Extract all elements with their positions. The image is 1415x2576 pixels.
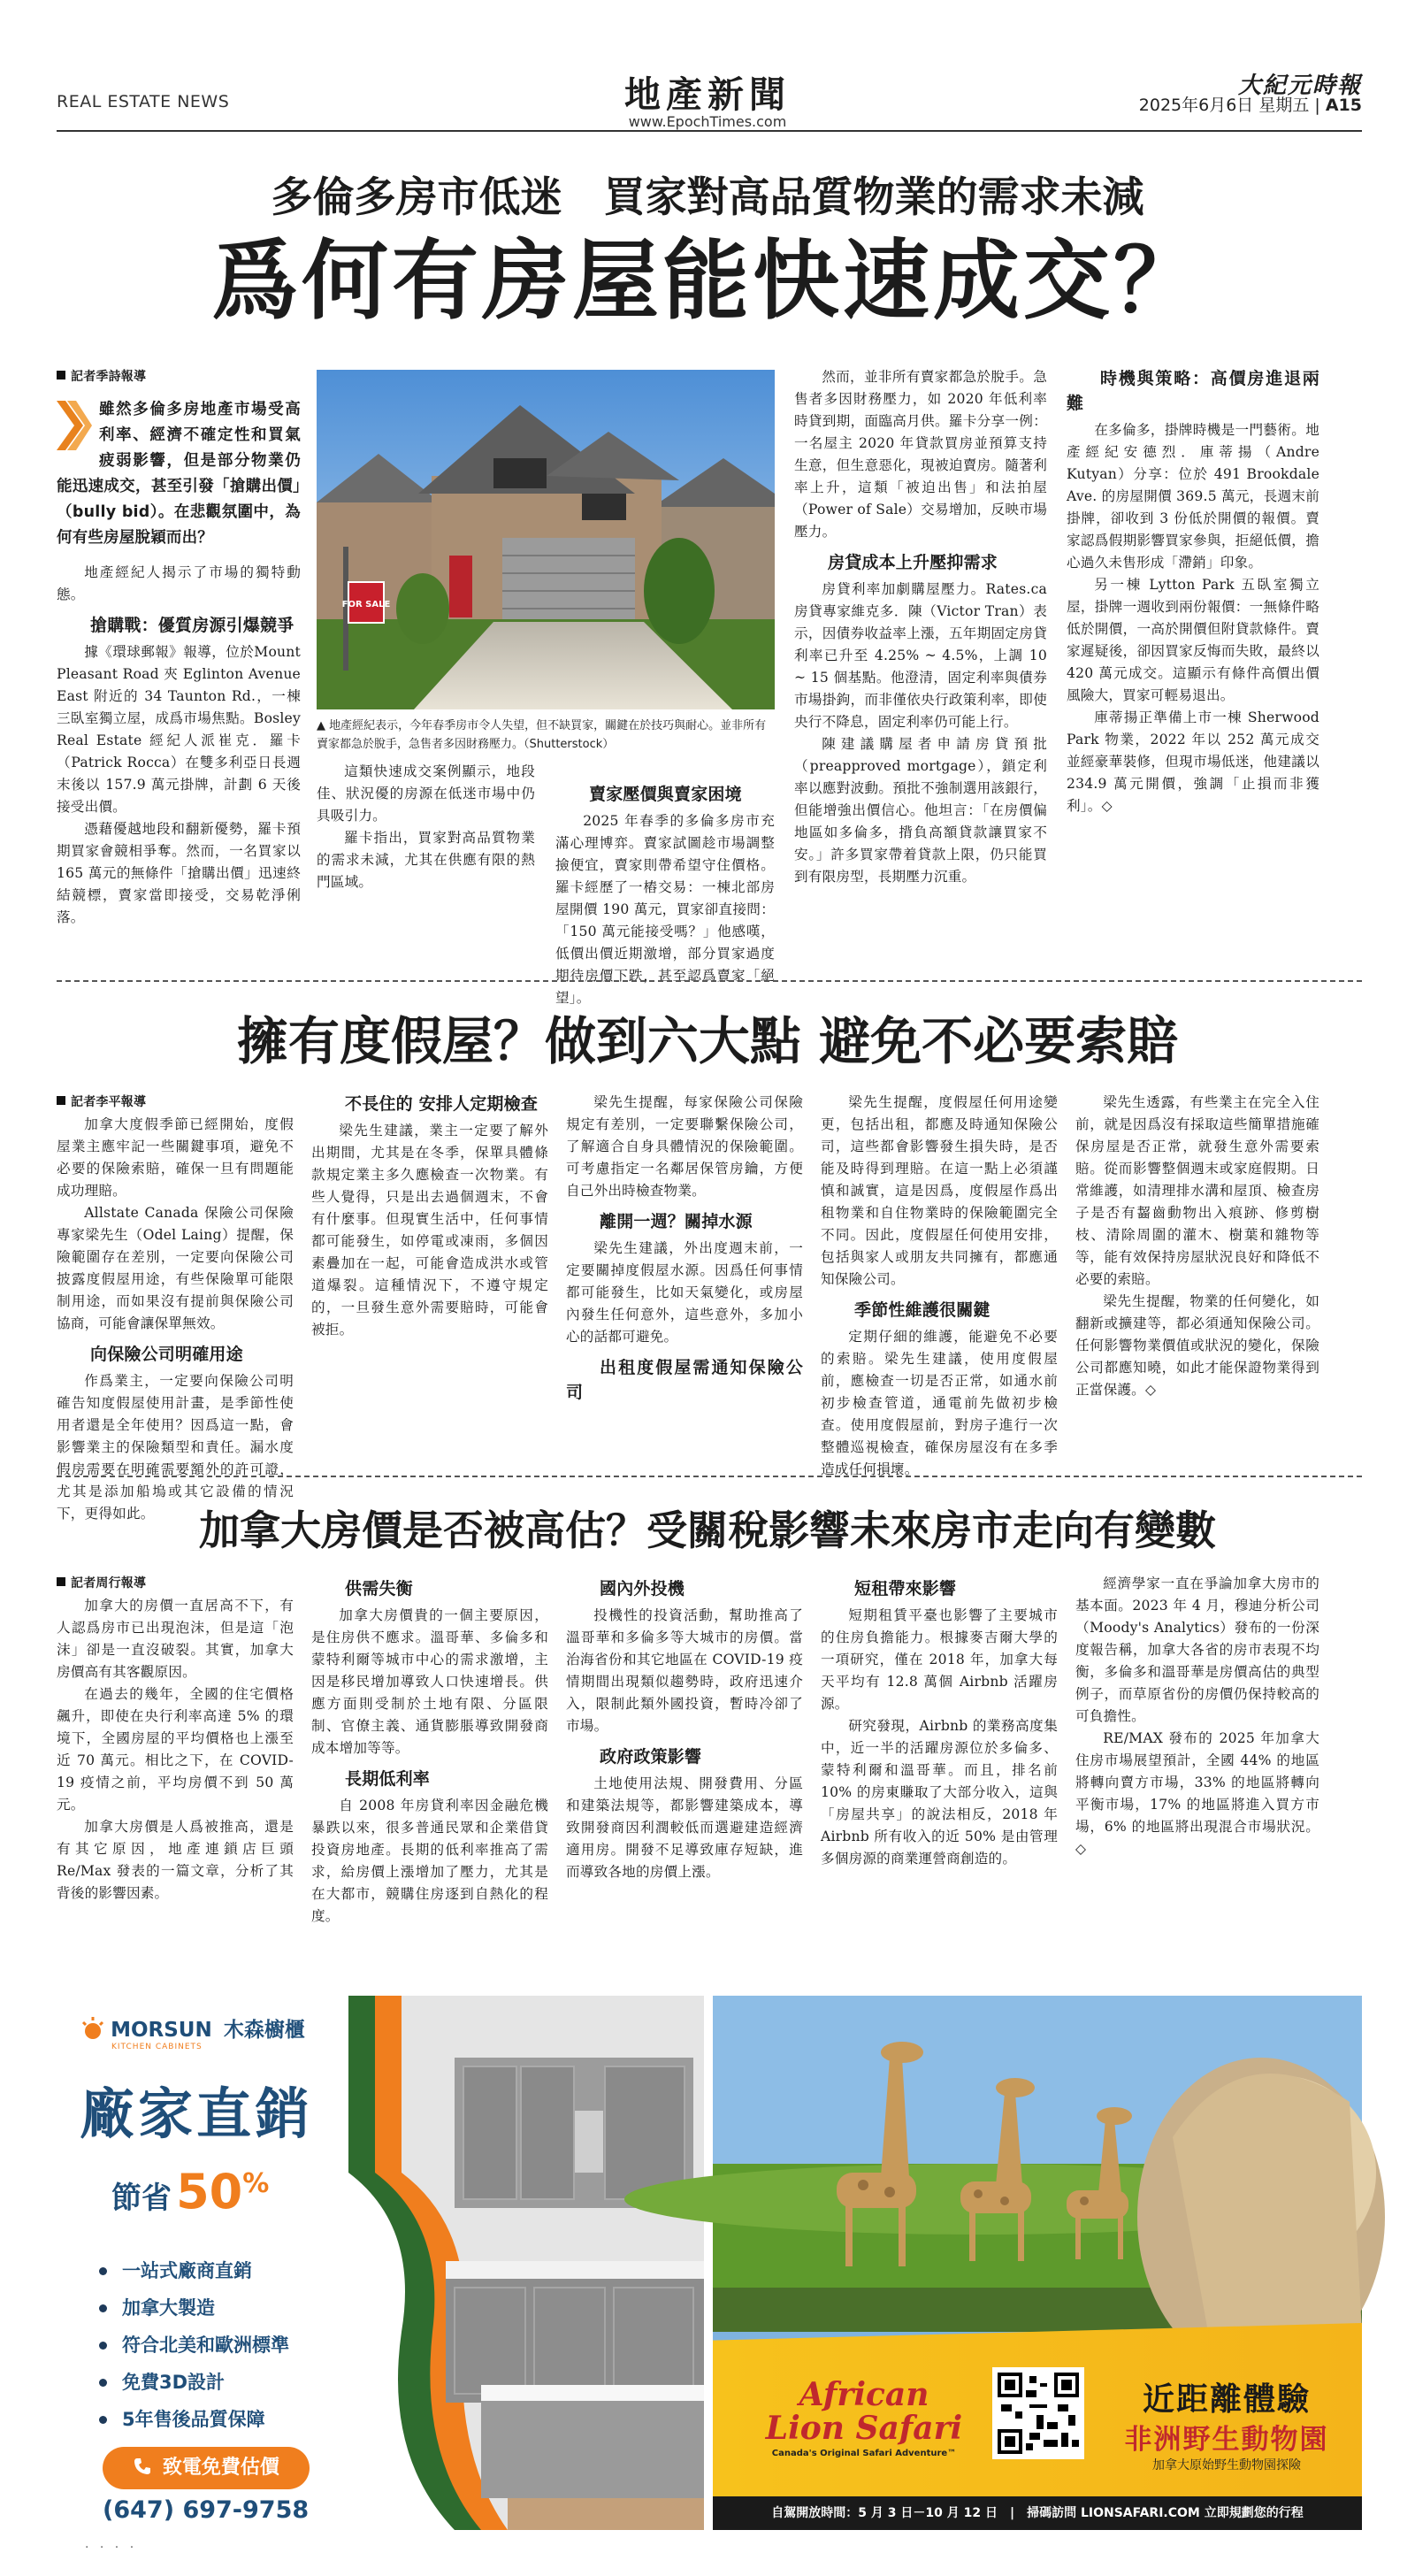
article1-p6: 2025 年春季的多倫多房市充滿心理博弈。賣家試圖趁市場調整撿便宜，賣家則帶希望守住價格。羅卡經歷了一樁交易：一棟北部房屋開價 190 萬元，買家卻直接問：「150 萬元能接受嗎？」他感嘆，低價出價近期激增，部分買家過度期待房價下跌，甚至認爲賣家「絕望」。 bbox=[555, 813, 775, 1006]
lion-safari-logo bbox=[753, 2378, 975, 2458]
article3-column-5 bbox=[1075, 1573, 1319, 1980]
lion-safari-logo-line1: African bbox=[799, 2376, 929, 2413]
article2-p9: 梁先生透露，有些業主在完全入住前，就是因爲沒有採取這些簡單措施確保房屋是否正常，就發生意外需要索賠。從而影響整個週末或家庭假期。日常維護，如清理排水溝和屋頂、檢查房子是否有齧齒動物出入痕跡、修剪樹枝、清除周圍的灌木、樹葉和雜物等等，能有效保持房屋狀況良好和降低不必要的索賠。 bbox=[1075, 1094, 1319, 1287]
article1-photo-caption: ▲ 地產經紀表示，今年春季房市令人失望，但不缺買家，關鍵在於技巧與耐心。並非所有賣家都急於脫手，急售者多因財務壓力。（Shutterstock） bbox=[317, 719, 767, 751]
article2-sub5: 季節性維護很關鍵 bbox=[854, 1300, 990, 1320]
ad-lion-safari-photo bbox=[713, 1996, 1362, 2332]
article3-column-2 bbox=[311, 1573, 548, 1980]
qr-code-icon[interactable] bbox=[992, 2367, 1084, 2459]
for-sale-sign: FOR SALE bbox=[341, 600, 391, 610]
ad-morsun-savings bbox=[111, 2164, 269, 2220]
ad-morsun-title: 廠家直銷 bbox=[80, 2082, 314, 2146]
page-number: A15 bbox=[1325, 96, 1362, 115]
article1-column-1 bbox=[57, 366, 301, 966]
article2-p6: 梁先生建議，外出度週末前，一定要關掉度假屋水源。因爲任何事情都可能發生，比如天氣變化，或房屋內發生任何意外，這些意外，多加小心的話都可避免。 bbox=[566, 1240, 803, 1345]
article2-column-1 bbox=[57, 1092, 294, 1522]
article1-column-5 bbox=[1067, 366, 1319, 966]
article2-headline: 擁有度假屋？做到六大點 避免不必要索賠 bbox=[236, 1011, 1179, 1071]
article1-sub1: 搶購戰：優質房源引爆競爭 bbox=[90, 616, 294, 635]
divider-2 bbox=[57, 1476, 1362, 1477]
article3-sub2: 長期低利率 bbox=[345, 1769, 431, 1789]
article1-p9: 陳建議購屋者申請房貸預批（preapproved mortgage），鎖定利率以應對波動。預批不強制選用該銀行，但能增強出價信心。他坦言：「在房價偏地區如多倫多，揹負高額貸款讓買家不安。」許多買家帶着貸款上限，仍只能買到有限房型，長期壓力沉重。 bbox=[794, 736, 1047, 885]
article2-p4: 梁先生建議，業主一定要了解外出期間，尤其是在冬季，保單具體條款規定業主多久應檢查一次物業。有些人覺得，只是出去過個週末，不會有什麼事。但現實生活中，任何事情都可能發生，如停電或凍雨，多個因素疊加在一起，可能會造成洪水或管道爆裂。這種情況下，不遵守規定的，一旦發生意外需要賠時，可能會被拒。 bbox=[311, 1123, 548, 1338]
article3-p11: RE/MAX 發布的 2025 年加拿大住房市場展望預計，全國 44% 的地區將轉向賣方市場，33% 的地區將轉向平衡市場，17% 的地區將進入買方市場，6% 的地區將出現混合市場狀況。◇ bbox=[1075, 1730, 1319, 1857]
article3-p8: 短期租賃平臺也影響了主要城市的住房負擔能力。根據麥吉爾大學的一項研究，僅在 2018 年，加拿大每天平均有 12.8 萬個 Airbnb 活躍房源。 bbox=[821, 1607, 1058, 1712]
article3-sub1: 供需失衡 bbox=[345, 1579, 413, 1598]
article2-p3: 作爲業主，一定要向保險公司明確告知度假屋使用計畫，是季節性使用者還是全年使用？因爲這一點，會影響業主的保險類型和責任。漏水度假房需要在明確需要額外的許可證，尤其是添加船塢或其它設備的情況下，更得如此。 bbox=[57, 1373, 294, 1522]
section-label-en: REAL ESTATE NEWS bbox=[57, 92, 230, 111]
issue-date: 2025年6月6日 星期五 bbox=[1138, 96, 1310, 115]
article1-sub4: 時機與策略：高價房進退兩難 bbox=[1067, 369, 1319, 413]
lion-safari-subtitle: 非洲野生動物園 bbox=[1124, 2424, 1329, 2456]
article1-column-2 bbox=[317, 761, 535, 966]
ad-morsun-kitchen-photo bbox=[348, 1996, 704, 2530]
article1-p11: 另一棟 Lytton Park 五臥室獨立屋，掛牌一週收到兩份報價：一無條件略低於開價，一高於開價但附貸款條件。賣家遲疑後，卻因買家反悔而失敗，最終以 420 萬元成交。這顯示有條件高價出價風險大，買家可輕易退出。 bbox=[1067, 577, 1319, 703]
article3-column-1 bbox=[57, 1573, 294, 1980]
phone-icon bbox=[133, 2450, 152, 2469]
article1-p1: 地產經紀人揭示了市場的獨特動態。 bbox=[57, 564, 301, 602]
lead-arrow-icon bbox=[57, 401, 92, 450]
page-divider: | bbox=[1314, 96, 1326, 115]
lion-safari-logo-line2: Lion Safari bbox=[765, 2410, 963, 2447]
ad-morsun-features bbox=[92, 2252, 357, 2438]
article3-p1: 加拿大的房價一直居高不下，有人認爲房市已出現泡沫，但是這「泡沫」卻是一直沒破裂。其實，加拿大房價高有其客觀原因。 bbox=[57, 1598, 294, 1680]
article3-p3: 加拿大房價是人爲被推高，還是有其它原因，地產連鎖店巨頭 Re/Max 發表的一篇文章，分析了其背後的影響因素。 bbox=[57, 1819, 294, 1901]
feature-item: 一站式廠商直銷 bbox=[92, 2252, 357, 2289]
lion-safari-title: 近距離體驗 bbox=[1142, 2381, 1311, 2418]
issue-date-page bbox=[1044, 92, 1362, 116]
article2-sub1: 向保險公司明確用途 bbox=[90, 1345, 243, 1364]
lion-safari-footer[interactable]: 自駕開放時間：5 月 3 日－10 月 12 日 | 掃碼訪問 LIONSAFARI.COM 立即規劃您的行程 bbox=[713, 2496, 1362, 2530]
article2-sub4: 出租度假屋需通知保險公司 bbox=[566, 1358, 803, 1402]
article1-headline: 爲何有房屋能快速成交？ bbox=[210, 230, 1204, 332]
feature-item: 5年售後品質保障 bbox=[92, 2401, 357, 2438]
article2-p5: 梁先生提醒，每家保險公司保險規定有差別，一定要聯繫保險公司，了解適合自身具體情況的保險範圍。可考慮指定一名鄰居保管房鑰，方便自己外出時檢查物業。 bbox=[566, 1094, 803, 1199]
article1-sub3: 房貸成本上升壓抑需求 bbox=[828, 553, 998, 572]
article1-photo bbox=[317, 370, 775, 709]
article2-p1: 加拿大度假季節已經開始，度假屋業主應牢記一些關鍵事項，避免不必要的保險索賠，確保一旦有問題能成功理賠。 bbox=[57, 1116, 294, 1199]
article1-column-4 bbox=[794, 366, 1047, 966]
article2-p8: 定期仔細的維護，能避免不必要的索賠。梁先生建議，使用度假屋前，應檢查一切是否正常，如通水前初步檢查管道，通電前先做初步檢查。使用度假屋前，對房子進行一次整體巡視檢查，確保房屋沒有在多季造成任何損壞。 bbox=[821, 1329, 1058, 1477]
ad-lion-safari[interactable] bbox=[713, 1996, 1362, 2530]
article1-p7: 然而，並非所有賣家都急於脫手。急售者多因財務壓力，如 2020 年低利率時貸到期，面臨高月供。羅卡分享一例：一名屋主 2020 年貸款買房並預算支持生意，但生意惡化，現被迫賣房。隨著利率上升，這類「被迫出售」和法拍屋（Power of Sale）交易增加，反映市場壓力。 bbox=[794, 369, 1047, 540]
article1-p5: 羅卡指出，買家對高品質物業的需求未減，尤其在供應有限的熱門區域。 bbox=[317, 830, 535, 890]
article1-p10: 在多倫多，掛牌時機是一門藝術。地產經紀安德烈．庫蒂揚（Andre Kutyan）分享：位於 491 Brookdale Ave. 的房屋開價 369.5 萬元，長週末前掛牌，卻收到 3 份低於開價的報價。賣家認爲假期影響買家參與，拒絕低價，擔心過久未售形成「滯銷」印象。 bbox=[1067, 422, 1319, 571]
section-title: 地產新聞 bbox=[624, 73, 791, 116]
ad-morsun-brand bbox=[80, 2013, 371, 2051]
article1-p4: 這類快速成交案例顯示，地段佳、狀況優的房源在低迷市場中仍具吸引力。 bbox=[317, 763, 535, 824]
morsun-brand-name: MORSUN bbox=[111, 2019, 212, 2042]
article3-p5: 自 2008 年房貸利率因金融危機暴跌以來，很多普通民眾和企業借貸投資房地產。長期的低利率推高了需求，給房價上漲增加了壓力，尤其是在大都市，競購住房逐到自熱化的程度。 bbox=[311, 1798, 548, 1924]
article1-byline: 記者季詩報導 bbox=[57, 366, 301, 388]
ad-morsun-phone[interactable]: (647) 697-9758 bbox=[103, 2496, 310, 2524]
article2-column-2 bbox=[311, 1092, 548, 1463]
morsun-logo-icon bbox=[80, 2015, 106, 2042]
newspaper-logo: 大紀元時報 bbox=[1237, 73, 1362, 99]
article1-p2: 據《環球郵報》報導，位於Mount Pleasant Road 夾 Eglinton Avenue East 附近的 34 Taunton Rd.，一棟三臥室獨立屋，成爲市場焦點。Bosley Real Estate 經紀人派崔克．羅卡（Patrick Rocca）在雙多利亞日長週末後以 157.9 萬元掛牌，計劃 6 天後接受出價。 bbox=[57, 644, 301, 815]
header-rule bbox=[57, 130, 1362, 132]
article3-p7: 土地使用法規、開發費用、分區和建築法規等，都影響建築成本，導致開發商因利潤較低而選避建造經濟適用房。開發不足導致庫存短缺，進而導致各地的房價上漲。 bbox=[566, 1775, 803, 1880]
article1-p12: 庫蒂揚正準備上市一棟 Sherwood Park 物業，2022 年以 252 萬元成交並經豪華裝修，但現市場低迷，他建議以 234.9 萬元開價，強調「止損而非獲利」。◇ bbox=[1067, 709, 1319, 814]
article1-p3: 憑藉優越地段和翻新優勢，羅卡預期買家會競相爭奪。然而，一名買家以 165 萬元的無條件「搶購出價」迅速終結競標，賣家當即接受，交易乾淨俐落。 bbox=[57, 821, 301, 925]
lion-safari-logo-tag: Canada's Original Safari Adventure™ bbox=[771, 2449, 957, 2458]
article1-column-3 bbox=[555, 782, 775, 1006]
article2-p2: Allstate Canada 保險公司保險專家梁先生（Odel Laing）提醒，保險範圍存在差別，一定要向保險公司披露度假屋用途，有些保險單可能限制用途，而如果沒有提前與保險公司協商，可能會讓保單無效。 bbox=[57, 1205, 294, 1331]
article3-column-4 bbox=[821, 1573, 1058, 1980]
divider-1 bbox=[57, 980, 1362, 982]
ad-morsun[interactable] bbox=[57, 1996, 704, 2530]
article1-p8: 房貸利率加劇購屋壓力。Rates.ca 房貸專家維克多．陳（Victor Tran）表示，因債券收益率上漲，五年期固定房貸利率已升至 4.25% ~ 4.5%，上調 10 ~ 15 個基點。他澄清，固定利率與債券市場掛鉤，而非僅依央行政策利率，即使央行不降息，固定利率仍可能上行。 bbox=[794, 581, 1047, 730]
savings-sign: % bbox=[242, 2168, 270, 2199]
morsun-brand-zh: 木森櫥櫃 bbox=[223, 2019, 305, 2042]
article2-column-5 bbox=[1075, 1092, 1319, 1463]
article1-lead: 雖然多倫多房地產市場受高利率、經濟不確定性和買氣疲弱影響，但是部分物業仍能迅速成交，甚至引發「搶購出價」（bully bid）。在悲觀氛圍中，為何有些房屋脫穎而出？ bbox=[57, 401, 301, 547]
article2-sub3: 離開一週？關掉水源 bbox=[600, 1212, 753, 1231]
article3-column-3 bbox=[566, 1573, 803, 1980]
article3-p4: 加拿大房價貴的一個主要原因，是住房供不應求。溫哥華、多倫多和蒙特利爾等城市中心的需求激增，主因是移民增加導致人口快速增長。供應方面則受制於土地有限、分區限制、官僚主義、通貨膨脹導致開發商成本增加等等。 bbox=[311, 1607, 548, 1756]
feature-item: 符合北美和歐洲標準 bbox=[92, 2327, 357, 2364]
article3-p6: 投機性的投資活動，幫助推高了溫哥華和多倫多等大城市的房價。當治海省份和其它地區在 COVID-19 疫情期間出現類似趨勢時，政府迅速介入，限制此類外國投資，暫時冷卻了市場。 bbox=[566, 1607, 803, 1734]
savings-label: 節省 bbox=[111, 2181, 172, 2216]
article1-sub2: 賣家壓價與賣家困境 bbox=[589, 785, 742, 804]
article2-p10: 梁先生提醒，物業的任何變化，如翻新或擴建等，都必須通知保險公司。任何影響物業價值或狀況的變化，保險公司都應知曉，如此才能保證物業得到正當保護。◇ bbox=[1075, 1293, 1319, 1398]
cta-label: 致電免費估價 bbox=[162, 2457, 279, 2479]
article1-kicker: 多倫多房市低迷 買家對高品質物業的需求未減 bbox=[271, 173, 1144, 222]
article2-p7: 梁先生提醒，度假屋任何用途變更，包括出租，都應及時通知保險公司，這些都會影響發生損失時，是否能及時得到理賠。在這一點上必須謹慎和誠實，這是因爲，度假屋作爲出租物業和自住物業時的保險範圍完全不同。因此，度假屋任何使用安排，包括與家人或朋友共同擁有，都應通知保險公司。 bbox=[821, 1094, 1058, 1287]
ad-morsun-cta-button[interactable] bbox=[103, 2447, 310, 2489]
feature-item: 加拿大製造 bbox=[92, 2289, 357, 2327]
website-url[interactable]: www.EpochTimes.com bbox=[628, 113, 787, 130]
article3-sub5: 短租帶來影響 bbox=[854, 1579, 957, 1598]
article3-p2: 在過去的幾年，全國的住宅價格飆升，即使在央行利率高達 5% 的環境下，全國房屋的平均價格也上漲至近 70 萬元。相比之下，在 COVID-19 疫情之前，平均房價不到 50 萬元。 bbox=[57, 1686, 294, 1813]
article2-sub2: 不長住的 安排人定期檢查 bbox=[345, 1094, 539, 1114]
morsun-brand-sub: KITCHEN CABINETS bbox=[111, 2043, 203, 2051]
savings-percent: 50 bbox=[176, 2164, 243, 2220]
feature-item: 免費3D設計 bbox=[92, 2364, 357, 2401]
article3-p10: 經濟學家一直在爭論加拿大房市的基本面。2023 年 4 月，穆迪分析公司（Moody's Analytics）發布的一份深度報告稱，加拿大各省的房市表現不均衡，多倫多和溫哥華是房價高估的典型例子，而草原省份的房價仍保持較高的可負擔性。 bbox=[1075, 1576, 1319, 1724]
article3-headline: 加拿大房價是否被高估？受關稅影響未來房市走向有變數 bbox=[199, 1506, 1216, 1554]
article2-byline: 記者李平報導 bbox=[57, 1092, 294, 1114]
article2-column-4 bbox=[821, 1092, 1058, 1477]
article3-sub3: 國內外投機 bbox=[600, 1579, 685, 1598]
ad-morsun-dots: · · · · bbox=[85, 2541, 138, 2555]
article3-p9: 研究發現，Airbnb 的業務高度集中，近一半的活躍房源位於多倫多、蒙特利爾和溫哥華。而且，排名前 10% 的房東賺取了大部分收入，這與「房屋共享」的說法相反，2018 年 Airbnb 所有收入的近 50% 是由管理多個房源的商業運營商創造的。 bbox=[821, 1718, 1058, 1867]
lion-safari-tagline: 加拿大原始野生動物園探險 bbox=[1152, 2458, 1301, 2472]
article2-column-3 bbox=[566, 1092, 803, 1463]
article3-byline: 記者周行報導 bbox=[57, 1573, 294, 1595]
article3-sub4: 政府政策影響 bbox=[600, 1747, 702, 1767]
